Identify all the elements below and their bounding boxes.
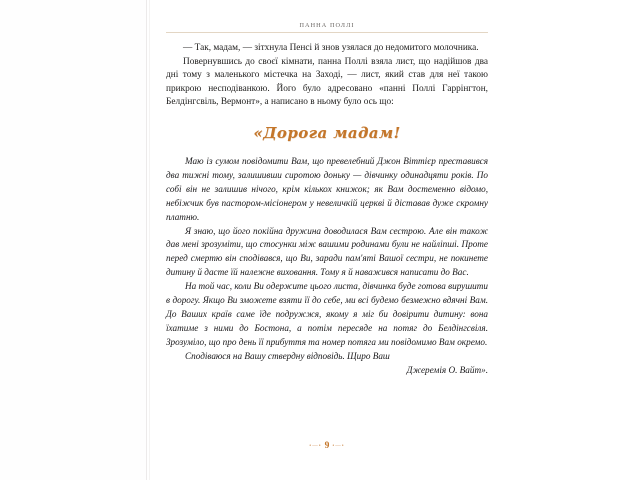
letter-signature: Джеремія О. Вайт». [406, 364, 488, 375]
header-rule [166, 32, 488, 33]
page-content-column [166, 22, 488, 462]
page-gutter-line-secondary [149, 0, 150, 480]
letter-salutation-heading: «Дорога мадам! [253, 123, 401, 142]
letter-paragraph-1: Маю із сумом повідомити Вам, що превелебний Джон Віттієр преставився два тижні тому, залишивши сиротою доньку — дівчинку одинадцяти років. По собі він не залишив нічого, крім кількох книжок; як Вам достеменно відомо, небіжчик був пастором-місіонером у невеличкій церкві й діставав дуже скромну платню. [166, 155, 488, 222]
narrative-paragraph-1: — Так, мадам, — зітхнула Пенсі й знов узялася до недомитого молочника. [183, 43, 479, 53]
folio-ornament-left-icon: •—• [309, 442, 322, 449]
running-head: ПАННА ПОЛЛІ [299, 22, 355, 29]
narrative-paragraph-2: Повернувшись до своєї кімнати, панна Поллі взяла лист, що надійшов два дні тому з маленького містечка на Заході, — лист, який став для неї такою прикрою несподіванкою. Його було адресовано «панні Поллі Гаррінгтон, Белдінгсвіль, Вермонт», а написано в ньому було ось що: [166, 56, 488, 108]
page-gutter-line [146, 0, 147, 480]
letter-paragraph-3: На той час, коли Ви одержите цього листа, дівчинка буде готова вирушити в дорогу. Якщо Ви зможете взяти її до себе, ми всі будемо безмежно вдячні Вам. До Ваших країв саме їде подружжя, якому я міг би довірити дитину: вона їхатиме з ними до Бостона, а потім пересяде на потяг до Белдінгсвіля. Зрозуміло, що про день її прибуття та номер потяга ми повідомимо Вам окремо. [166, 281, 488, 347]
letter-paragraph-2: Я знаю, що його покійна дружина доводилася Вам сестрою. Але він також дав мені зрозуміти, що стосунки між вашими родинами були не найліпші. Проте перед смертю він сподівався, що Ви, заради пам'яті Вашої сестри, не покинете дитину й дасте їй належне виховання. Тому я й наважився написати до Вас. [166, 225, 488, 278]
letter-closing: Сподіваюся на Вашу ствердну відповідь. Щиро Ваш [185, 350, 390, 361]
page-folio [166, 441, 488, 451]
folio-ornament-right-icon: •—• [332, 442, 345, 449]
facing-page-edge [0, 0, 146, 480]
folio-page-number: 9 [324, 441, 330, 451]
